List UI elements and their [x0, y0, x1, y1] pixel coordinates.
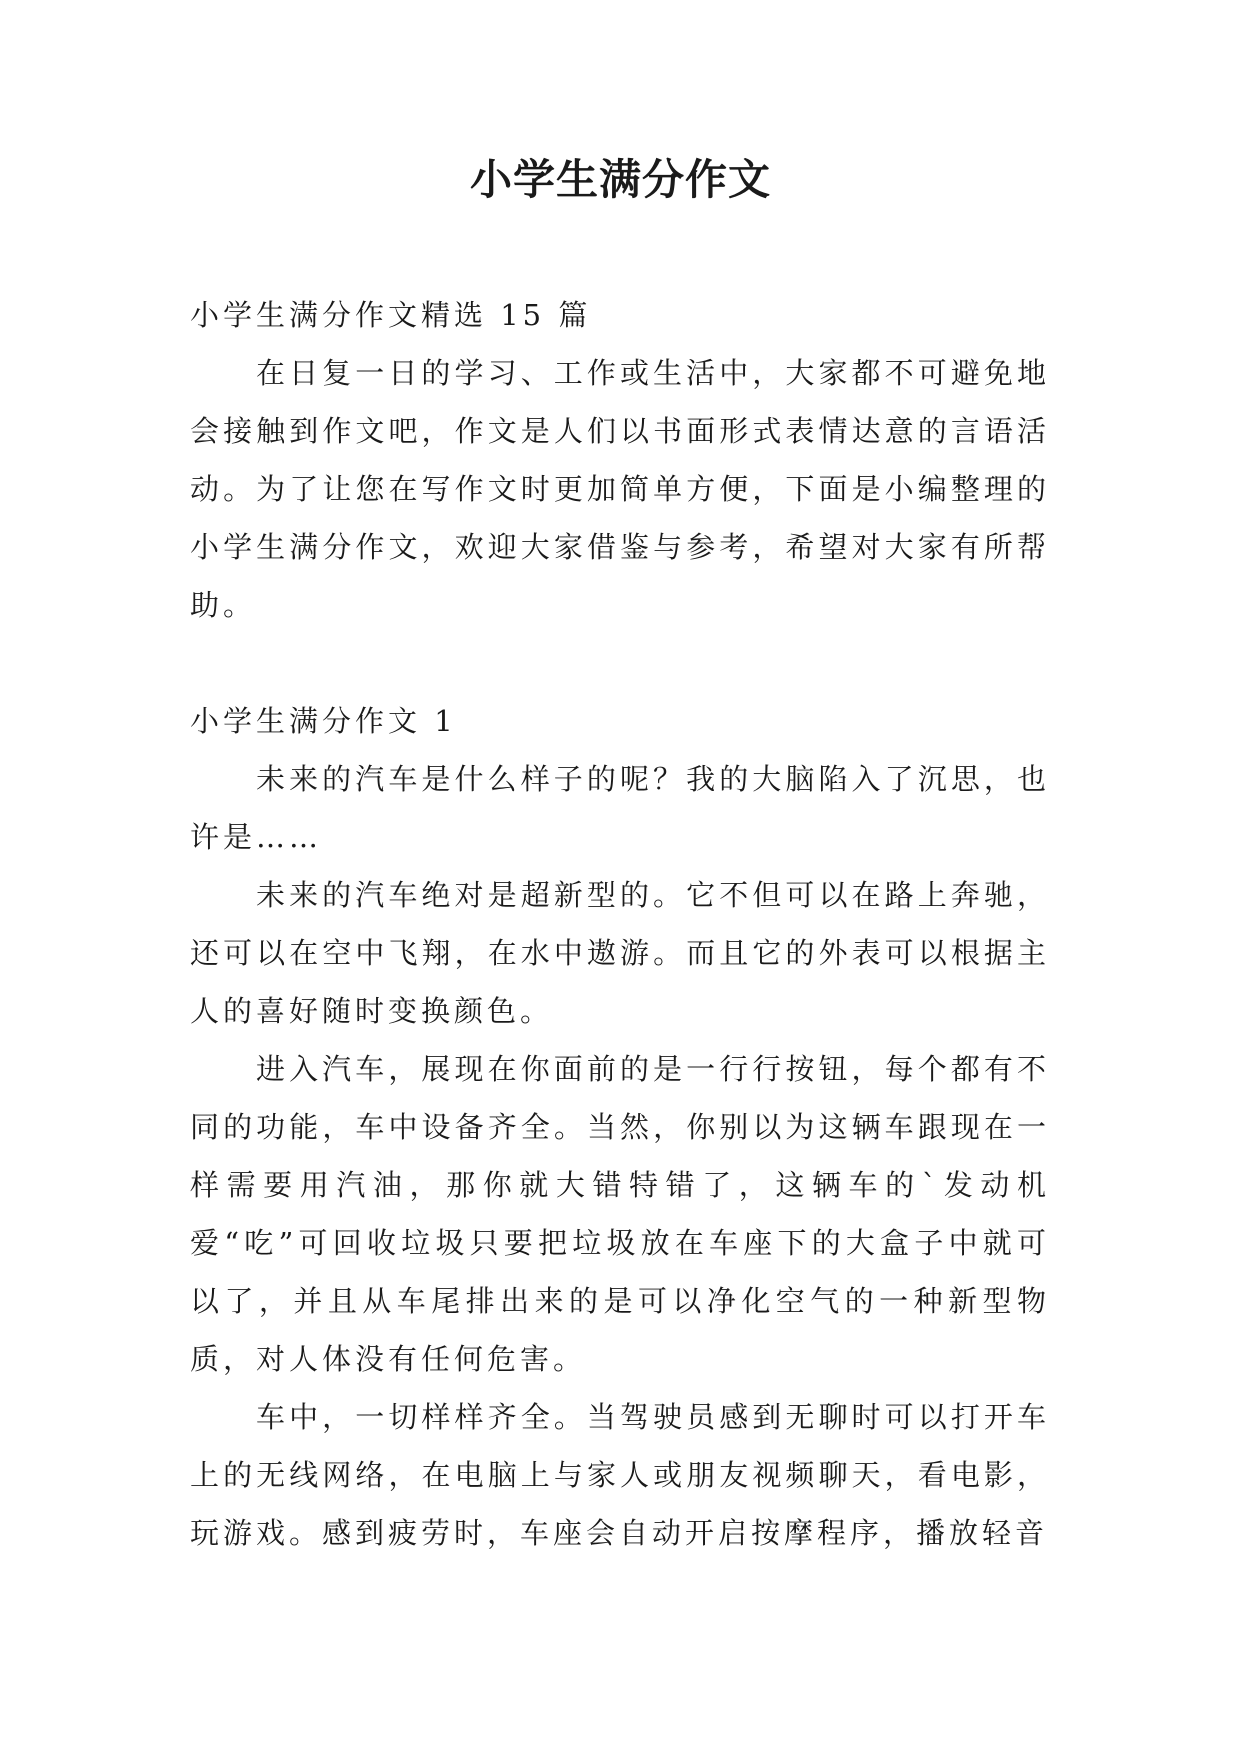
essay-paragraph: 未来的汽车是什么样子的呢？我的大脑陷入了沉思，也许是…… — [190, 762, 1050, 854]
essay-paragraph: 未来的汽车绝对是超新型的。它不但可以在路上奔驰，还可以在空中飞翔，在水中遨游。而且它的外表可以根据主人的喜好随时变换颜色。 — [190, 878, 1050, 1028]
document-body — [190, 286, 1050, 1562]
intro-paragraph: 在日复一日的学习、工作或生活中，大家都不可避免地会接触到作文吧，作文是人们以书面形式表情达意的言语活动。为了让您在写作文时更加简单方便，下面是小编整理的小学生满分作文，欢迎大家借鉴与参考，希望对大家有所帮助。 — [190, 356, 1050, 622]
essay-paragraph: 进入汽车，展现在你面前的是一行行按钮，每个都有不同的功能，车中设备齐全。当然，你别以为这辆车跟现在一样需要用汽油，那你就大错特错了，这辆车的`发动机爱“吃”可回收垃圾只要把垃圾放在车座下的大盒子中就可以了，并且从车尾排出来的是可以净化空气的一种新型物质，对人体没有任何危害。 — [190, 1052, 1050, 1376]
section-heading: 小学生满分作文 1 — [190, 704, 457, 738]
document-title: 小学生满分作文 — [469, 155, 771, 204]
section-spacer — [190, 634, 1050, 692]
essay-paragraph: 车中，一切样样齐全。当驾驶员感到无聊时可以打开车上的无线网络，在电脑上与家人或朋友视频聊天，看电影，玩游戏。感到疲劳时，车座会自动开启按摩程序，播放轻音 — [190, 1400, 1050, 1550]
collection-subtitle: 小学生满分作文精选 15 篇 — [190, 298, 592, 332]
